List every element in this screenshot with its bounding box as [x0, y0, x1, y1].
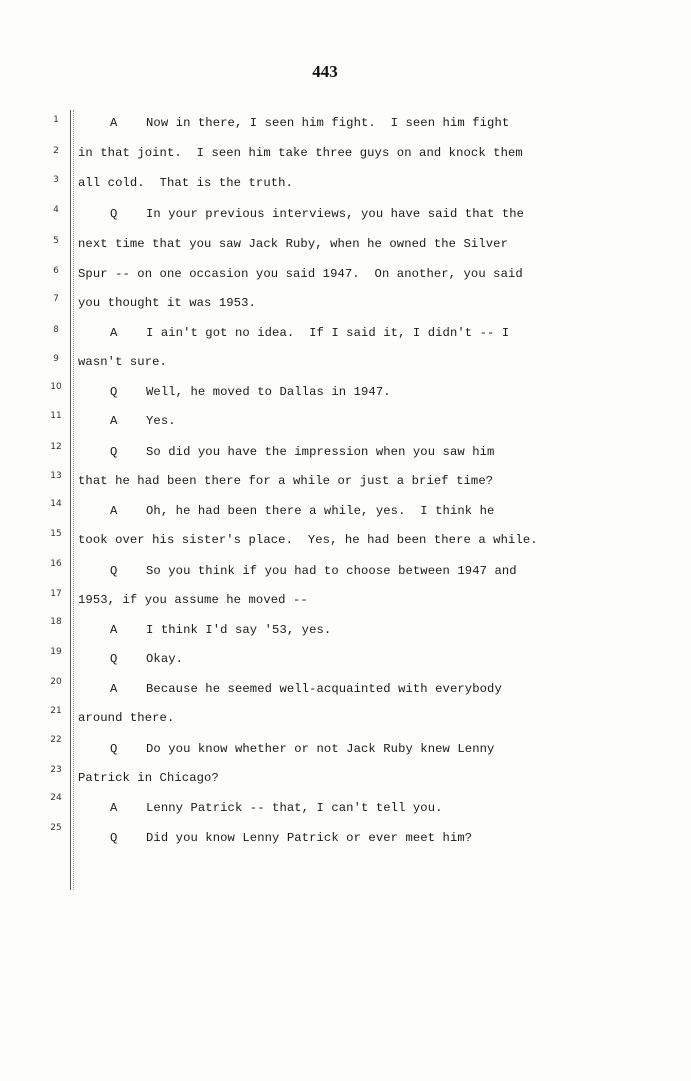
- speaker-label: Q: [110, 207, 118, 221]
- line-text: Now in there, I seen him fight. I seen him fight: [146, 116, 510, 130]
- line-number: 8: [53, 325, 59, 335]
- line-text: Did you know Lenny Patrick or ever meet him?: [146, 831, 473, 845]
- transcript-line: [110, 116, 509, 130]
- line-number: 11: [50, 411, 62, 421]
- line-number: 15: [50, 529, 62, 539]
- line-number: 22: [50, 735, 62, 745]
- line-text: wasn't sure.: [78, 355, 167, 369]
- line-text: in that joint. I seen him take three guys on and knock them: [78, 146, 523, 160]
- line-number: 19: [50, 647, 62, 657]
- line-number: 13: [50, 471, 62, 481]
- transcript-line: [110, 385, 391, 399]
- transcript-line: [78, 267, 523, 281]
- line-number: 18: [50, 617, 62, 627]
- line-text: So did you have the impression when you saw him: [146, 445, 495, 459]
- speaker-label: A: [110, 326, 118, 340]
- speaker-label: A: [110, 504, 118, 518]
- line-number: 25: [50, 823, 62, 833]
- line-number: 5: [53, 236, 59, 246]
- transcript-line: [78, 474, 493, 488]
- line-number: 6: [53, 266, 59, 276]
- line-number: 21: [50, 706, 62, 716]
- line-number: 24: [50, 793, 62, 803]
- line-number: 20: [50, 677, 62, 687]
- line-number: 14: [50, 499, 62, 509]
- line-text: all cold. That is the truth.: [78, 176, 293, 190]
- transcript-line: [110, 652, 183, 666]
- line-number: 10: [50, 382, 62, 392]
- transcript-line: [78, 146, 523, 160]
- line-text: Because he seemed well-acquainted with everybody: [146, 682, 502, 696]
- line-number: 9: [53, 354, 59, 364]
- transcript-line: [78, 771, 219, 785]
- speaker-label: Q: [110, 652, 118, 666]
- page-number: 443: [312, 62, 338, 81]
- transcript-line: [78, 593, 308, 607]
- line-number: 17: [50, 589, 62, 599]
- line-number: 1: [53, 115, 59, 125]
- line-text: Lenny Patrick -- that, I can't tell you.: [146, 801, 443, 815]
- transcript-line: [110, 504, 494, 518]
- speaker-label: A: [110, 414, 118, 428]
- line-text: Patrick in Chicago?: [78, 771, 219, 785]
- margin-rule-dotted: [73, 110, 74, 890]
- transcript-line: [110, 742, 494, 756]
- speaker-label: Q: [110, 564, 118, 578]
- line-number: 3: [53, 175, 59, 185]
- transcript-line: [110, 445, 494, 459]
- speaker-label: Q: [110, 831, 118, 845]
- speaker-label: A: [110, 623, 118, 637]
- transcript-line: [110, 326, 509, 340]
- transcript-line: [110, 623, 331, 637]
- speaker-label: A: [110, 682, 118, 696]
- line-text: around there.: [78, 711, 175, 725]
- transcript-line: [110, 831, 472, 845]
- transcript-line: [78, 711, 174, 725]
- transcript-line: [110, 564, 517, 578]
- line-number: 12: [50, 442, 62, 452]
- transcript-line: [78, 176, 293, 190]
- line-number: 16: [50, 559, 62, 569]
- transcript-line: [78, 355, 167, 369]
- line-text: Well, he moved to Dallas in 1947.: [146, 385, 391, 399]
- speaker-label: Q: [110, 445, 118, 459]
- line-text: you thought it was 1953.: [78, 296, 256, 310]
- speaker-label: A: [110, 116, 118, 130]
- line-number: 7: [53, 294, 59, 304]
- transcript-line: [78, 296, 256, 310]
- speaker-label: A: [110, 801, 118, 815]
- line-text: So you think if you had to choose between 1947 and: [146, 564, 517, 578]
- transcript-line: [110, 801, 443, 815]
- line-number: 4: [53, 205, 59, 215]
- speaker-label: Q: [110, 385, 118, 399]
- speaker-label: Q: [110, 742, 118, 756]
- line-text: next time that you saw Jack Ruby, when he owned the Silver: [78, 237, 508, 251]
- line-text: Oh, he had been there a while, yes. I think he: [146, 504, 495, 518]
- line-text: In your previous interviews, you have said that the: [146, 207, 525, 221]
- line-text: that he had been there for a while or just a brief time?: [78, 474, 494, 488]
- line-text: Do you know whether or not Jack Ruby knew Lenny: [146, 742, 495, 756]
- line-text: 1953, if you assume he moved --: [78, 593, 308, 607]
- line-number: 23: [50, 765, 62, 775]
- transcript-line: [110, 207, 524, 221]
- line-number: 2: [53, 146, 59, 156]
- transcript-line: [110, 682, 502, 696]
- transcript-line: [78, 533, 538, 547]
- line-text: Okay.: [146, 652, 184, 666]
- line-text: Spur -- on one occasion you said 1947. On another, you said: [78, 267, 523, 281]
- transcript-line: [78, 237, 508, 251]
- line-text: Yes.: [146, 414, 176, 428]
- line-text: I ain't got no idea. If I said it, I didn't -- I: [146, 326, 510, 340]
- line-text: I think I'd say '53, yes.: [146, 623, 332, 637]
- margin-rule: [70, 110, 71, 890]
- line-text: took over his sister's place. Yes, he had been there a while.: [78, 533, 538, 547]
- transcript-line: [110, 414, 176, 428]
